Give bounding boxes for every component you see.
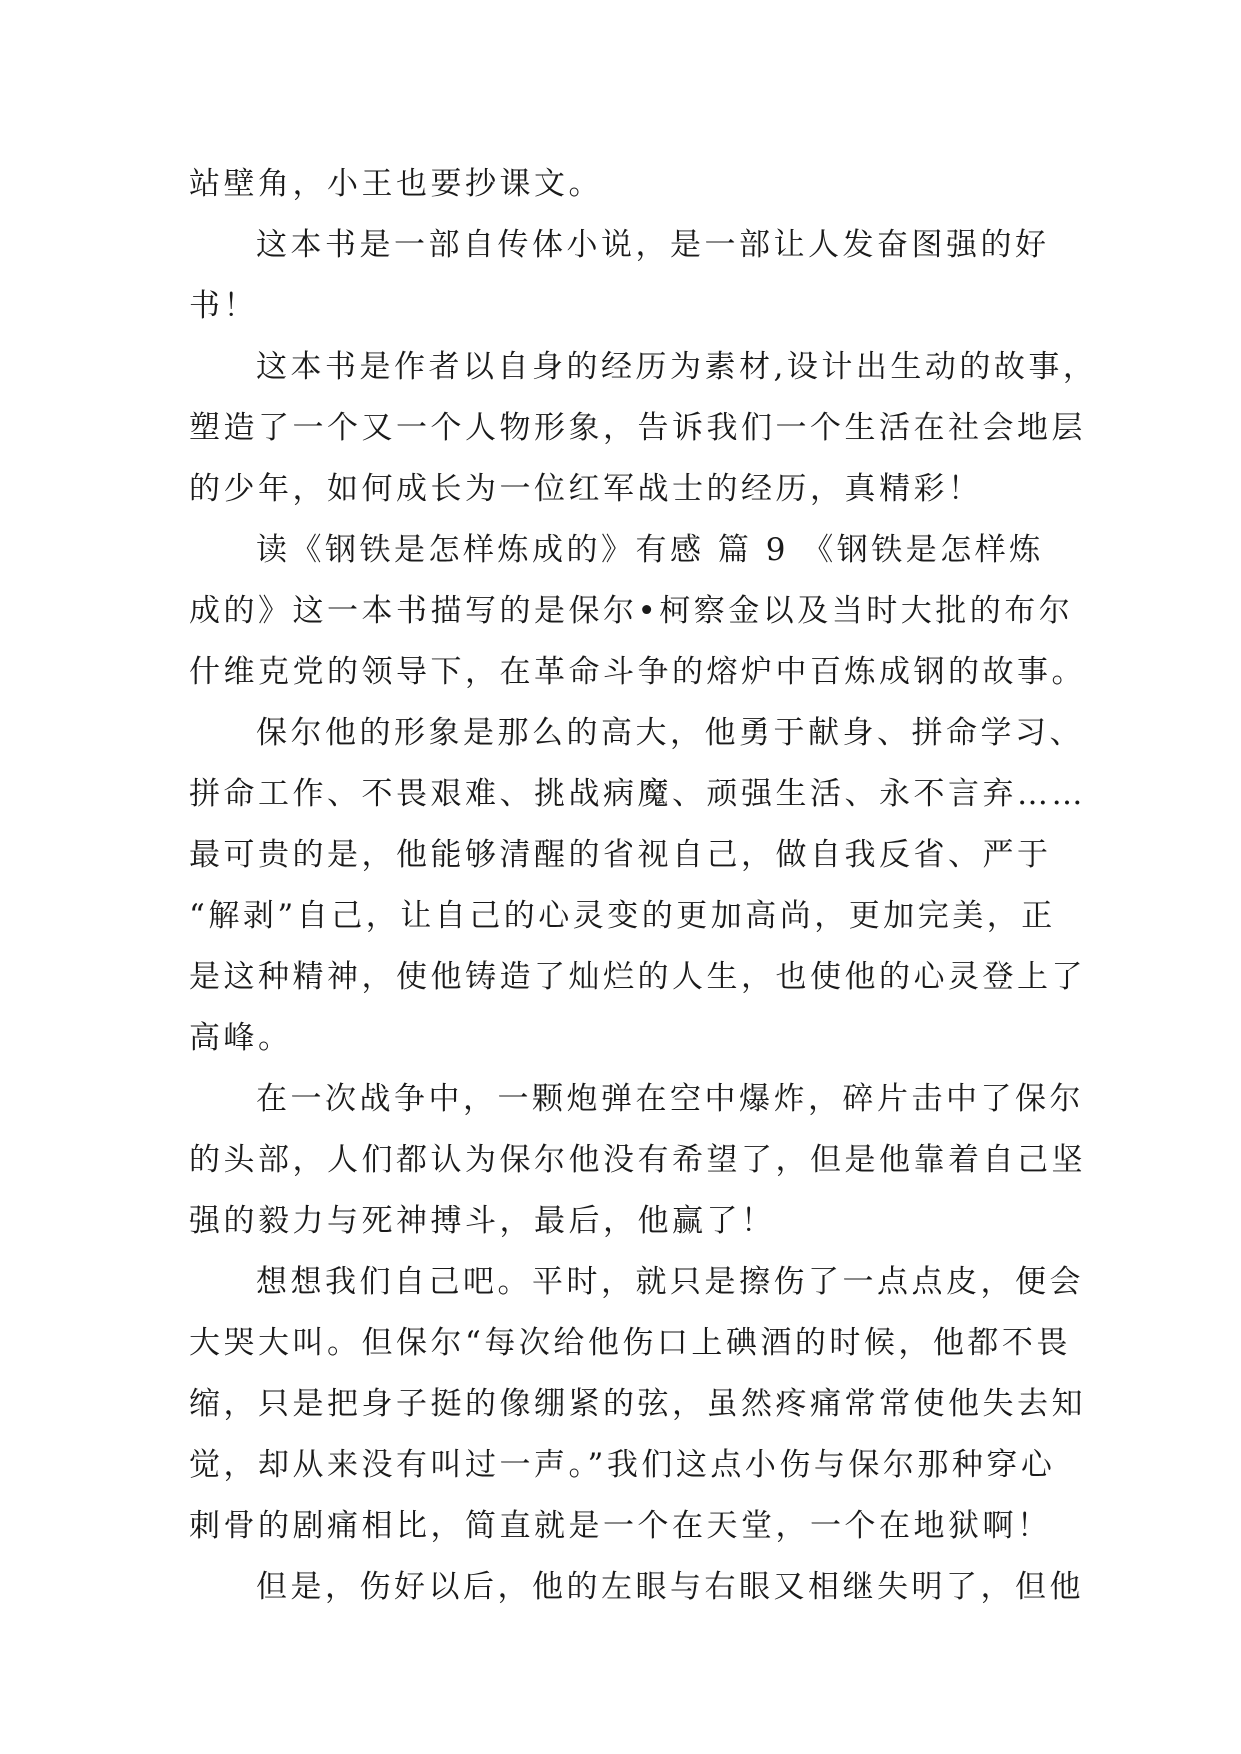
text-line: 刺骨的剧痛相比，简直就是一个在天堂，一个在地狱啊！: [189, 1508, 1052, 1544]
text-line: 在一次战争中，一颗炮弹在空中爆炸，碎片击中了保尔: [256, 1081, 1084, 1117]
text-line: 缩，只是把身子挺的像绷紧的弦，虽然疼痛常常使他失去知: [189, 1386, 1086, 1422]
text-line: 的头部，人们都认为保尔他没有希望了，但是他靠着自己坚: [189, 1142, 1086, 1178]
text-line: 书！: [189, 288, 258, 324]
text-line: 保尔他的形象是那么的高大，他勇于献身、拼命学习、: [256, 715, 1084, 751]
text-line: 成的》这一本书描写的是保尔•柯察金以及当时大批的布尔: [189, 593, 1074, 629]
text-line: “解剥”自己，让自己的心灵变的更加高尚，更加完美，正: [189, 898, 1056, 934]
text-line: 拼命工作、不畏艰难、挑战病魔、顽强生活、永不言弃……: [189, 776, 1086, 812]
essay-body: [189, 154, 1098, 1618]
text-line: 是这种精神，使他铸造了灿烂的人生，也使他的心灵登上了: [189, 959, 1086, 995]
text-line: 强的毅力与死神搏斗，最后，他赢了！: [189, 1203, 776, 1239]
text-line: 但是，伤好以后，他的左眼与右眼又相继失明了，但他: [256, 1569, 1084, 1605]
text-line: 想想我们自己吧。平时，就只是擦伤了一点点皮，便会: [256, 1264, 1084, 1300]
text-line: 塑造了一个又一个人物形象，告诉我们一个生活在社会地层: [189, 410, 1086, 446]
text-line: 觉，却从来没有叫过一声。”我们这点小伤与保尔那种穿心: [189, 1447, 1056, 1483]
text-line: 这本书是作者以自身的经历为素材,设计出生动的故事，: [256, 349, 1098, 385]
text-line: 大哭大叫。但保尔“每次给他伤口上碘酒的时候，他都不畏: [189, 1325, 1071, 1361]
text-line: 高峰。: [189, 1020, 293, 1056]
text-line: 什维克党的领导下，在革命斗争的熔炉中百炼成钢的故事。: [189, 654, 1086, 690]
text-line: 这本书是一部自传体小说，是一部让人发奋图强的好: [256, 227, 1050, 263]
text-line: 读《钢铁是怎样炼成的》有感 篇 9 《钢铁是怎样炼: [256, 532, 1044, 568]
text-line: 站壁角，小王也要抄课文。: [189, 166, 603, 202]
text-line: 最可贵的是，他能够清醒的省视自己，做自我反省、严于: [189, 837, 1052, 873]
text-line: 的少年，如何成长为一位红军战士的经历，真精彩！: [189, 471, 983, 507]
